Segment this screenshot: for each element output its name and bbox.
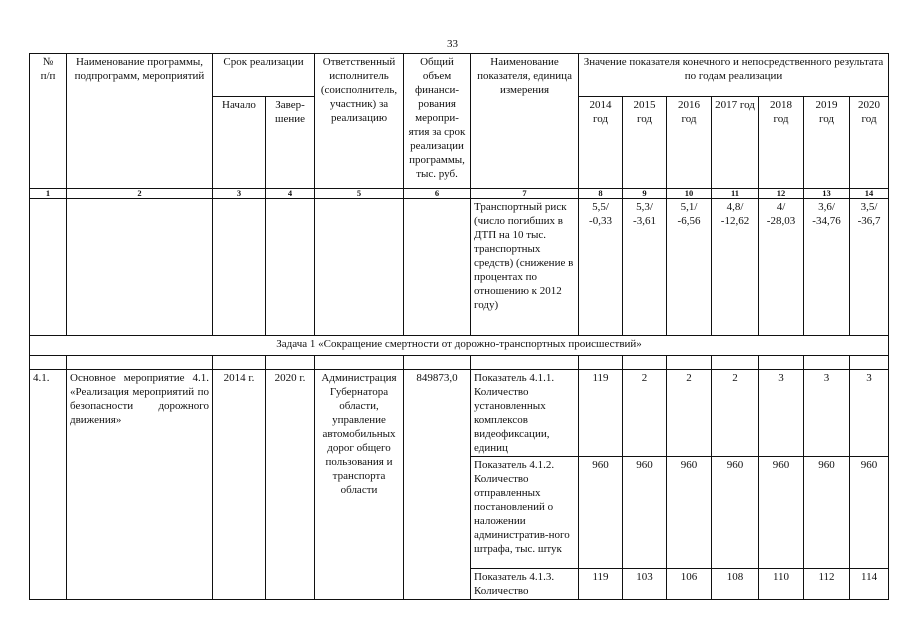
value-cell: 2 (712, 370, 759, 457)
task-row (30, 336, 889, 356)
measure-name: Основное мероприятие 4.1. «Реализация мероприятий по безопасности дорожного движения» (67, 370, 213, 600)
value-cell: 3,5/ -36,7 (850, 199, 889, 336)
value-cell: 114 (850, 569, 889, 600)
value-cell: 112 (804, 569, 850, 600)
value-cell: 2 (667, 370, 712, 457)
column-number: 14 (850, 189, 889, 199)
indicator-name: Показатель 4.1.1. Количество установленных комплексов видеофиксации, единиц (471, 370, 579, 457)
measure-end: 2020 г. (266, 370, 315, 600)
value-cell: 110 (759, 569, 804, 600)
indicator-name: Транспортный риск (число погибших в ДТП на 10 тыс. транспортных средств) (снижение в процентах по отношению к 2012 году) (471, 199, 579, 336)
value-cell: 3 (804, 370, 850, 457)
header-year-2014: 2014 год (579, 97, 623, 189)
column-number: 10 (667, 189, 712, 199)
value-cell: 103 (623, 569, 667, 600)
value-cell: 960 (759, 457, 804, 569)
transport-risk-row (30, 199, 889, 336)
value-cell: 4,8/ -12,62 (712, 199, 759, 336)
column-numbers-row (30, 189, 889, 199)
value-cell: 4/ -28,03 (759, 199, 804, 336)
value-cell: 5,3/ -3,61 (623, 199, 667, 336)
column-number: 4 (266, 189, 315, 199)
header-end: Завер-шение (266, 97, 315, 189)
page-number: 33 (447, 38, 458, 50)
value-cell: 960 (623, 457, 667, 569)
value-cell: 960 (850, 457, 889, 569)
value-cell: 960 (667, 457, 712, 569)
header-start: Начало (213, 97, 266, 189)
value-cell: 119 (579, 370, 623, 457)
header-year-2015: 2015 год (623, 97, 667, 189)
column-number: 13 (804, 189, 850, 199)
column-number: 9 (623, 189, 667, 199)
value-cell: 119 (579, 569, 623, 600)
value-cell: 3,6/ -34,76 (804, 199, 850, 336)
column-number: 3 (213, 189, 266, 199)
header-year-2016: 2016 год (667, 97, 712, 189)
header-period: Срок реализации (213, 54, 315, 97)
header-indicator: Наименование показателя, единица измерения (471, 54, 579, 189)
measure-row (30, 370, 889, 457)
header-executor: Ответственный исполнитель (соисполнитель, участник) за реализацию (315, 54, 404, 189)
column-number: 1 (30, 189, 67, 199)
column-number: 11 (712, 189, 759, 199)
program-table (29, 53, 889, 600)
measure-executor: Администрация Губернатора области, управление автомобильных дорог общего пользования и транспорта области (315, 370, 404, 600)
header-finance: Общий объем финанси-рования меропри-ятия за срок реализации программы, тыс. руб. (404, 54, 471, 189)
value-cell: 960 (579, 457, 623, 569)
column-number: 7 (471, 189, 579, 199)
header-year-2018: 2018 год (759, 97, 804, 189)
value-cell: 960 (712, 457, 759, 569)
spacer-row (30, 356, 889, 370)
column-number: 2 (67, 189, 213, 199)
column-number: 12 (759, 189, 804, 199)
value-cell: 960 (804, 457, 850, 569)
header-values: Значение показателя конечного и непосредственного результата по годам реализации (579, 54, 889, 97)
value-cell: 3 (850, 370, 889, 457)
indicator-name: Показатель 4.1.3. Количество (471, 569, 579, 600)
value-cell: 106 (667, 569, 712, 600)
column-number: 5 (315, 189, 404, 199)
indicator-name: Показатель 4.1.2. Количество отправленных постановлений о наложении административ-ного штрафа, тыс. штук (471, 457, 579, 569)
value-cell: 108 (712, 569, 759, 600)
value-cell: 2 (623, 370, 667, 457)
value-cell: 5,1/ -6,56 (667, 199, 712, 336)
header-num: № п/п (30, 54, 67, 189)
column-number: 6 (404, 189, 471, 199)
header-year-2017: 2017 год (712, 97, 759, 189)
value-cell: 5,5/ -0,33 (579, 199, 623, 336)
column-number: 8 (579, 189, 623, 199)
measure-number: 4.1. (30, 370, 67, 600)
measure-start: 2014 г. (213, 370, 266, 600)
value-cell: 3 (759, 370, 804, 457)
task-title: Задача 1 «Сокращение смертности от дорожно-транспортных происшествий» (30, 336, 889, 356)
header-year-2019: 2019 год (804, 97, 850, 189)
header-name: Наименование программы, подпрограмм, мероприятий (67, 54, 213, 189)
header-year-2020: 2020 год (850, 97, 889, 189)
measure-finance: 849873,0 (404, 370, 471, 600)
